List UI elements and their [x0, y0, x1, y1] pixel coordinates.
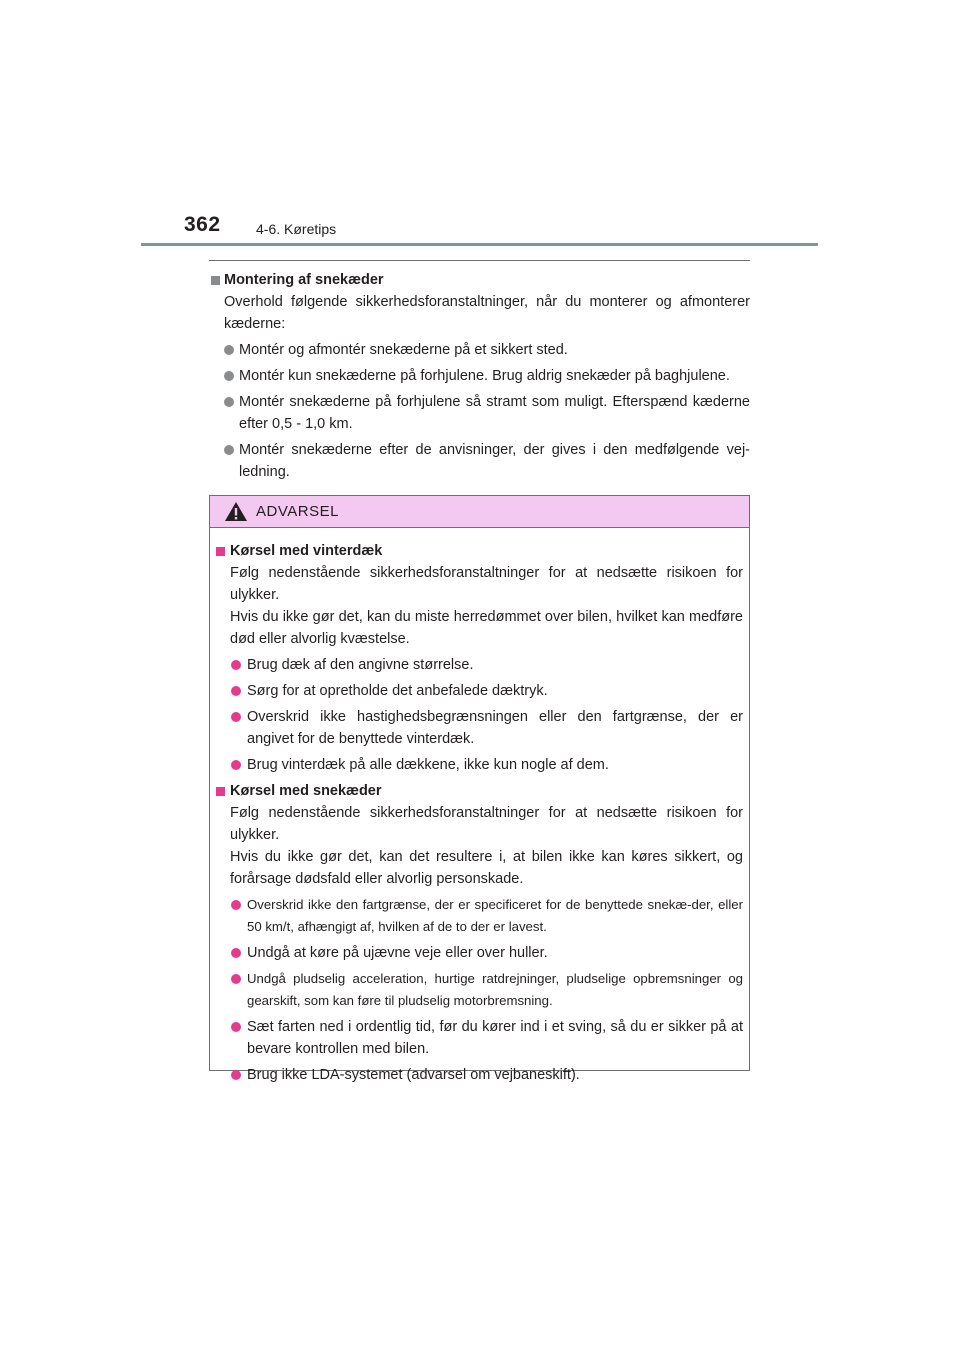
bullet-icon [224, 371, 234, 381]
list-item [215, 968, 743, 1012]
bullet-icon [231, 1022, 241, 1032]
list-item-text: Brug dæk af den angivne størrelse. [247, 657, 474, 673]
bullet-icon [231, 900, 241, 910]
warning-title: ADVARSEL [256, 503, 339, 520]
list-item-text: Montér snekæderne efter de anvisninger, der gives i den medfølgende vej-ledning. [239, 442, 750, 480]
warning-header [210, 496, 749, 528]
bullet-icon [231, 760, 241, 770]
bullet-icon [224, 345, 234, 355]
list-item-text: Undgå pludselig acceleration, hurtige ratdrejninger, pludselige opbremsninger og gearskift, som kan føre til pludselig motorbremsning. [247, 971, 743, 1008]
list-item-text: Undgå at køre på ujævne veje eller over huller. [247, 945, 548, 961]
list-item-text: Brug ikke LDA-systemet (advarsel om vejbaneskift). [247, 1067, 580, 1083]
warning-section-heading-text: Kørsel med vinterdæk [230, 543, 383, 559]
main-content [209, 269, 750, 487]
list-item [209, 439, 750, 483]
page-number: 362 [184, 213, 221, 236]
section-rule [209, 260, 750, 261]
section-heading-text: Montering af snekæder [224, 272, 384, 288]
list-item [215, 680, 743, 702]
warning-section-consequence: Hvis du ikke gør det, kan du miste herredømmet over bilen, hvilket kan medføre død eller alvorlig kvæstelse. [230, 609, 743, 647]
bullet-icon [231, 686, 241, 696]
bullet-icon [231, 1070, 241, 1080]
list-item [215, 754, 743, 776]
bullet-icon [231, 948, 241, 958]
bullet-icon [231, 660, 241, 670]
list-item-text: Montér og afmontér snekæderne på et sikkert sted. [239, 342, 568, 358]
bullet-icon [231, 712, 241, 722]
square-bullet-icon [216, 547, 225, 556]
list-item-text: Montér kun snekæderne på forhjulene. Brug aldrig snekæder på baghjulene. [239, 368, 730, 384]
list-item-text: Montér snekæderne på forhjulene så stramt som muligt. Efterspænd kæderne efter 0,5 - 1,0 km. [239, 394, 750, 432]
list-item [215, 1064, 743, 1086]
bullet-icon [231, 974, 241, 984]
section-intro: Overhold følgende sikkerhedsforanstaltninger, når du monterer og afmonterer kæderne: [224, 294, 750, 332]
list-item [215, 894, 743, 938]
warning-triangle-icon [224, 501, 248, 522]
square-bullet-icon [216, 787, 225, 796]
warning-section-heading-text: Kørsel med snekæder [230, 783, 382, 799]
warning-box [209, 495, 750, 1083]
list-item [209, 391, 750, 435]
warning-section-intro: Følg nedenstående sikkerhedsforanstaltninger for at nedsætte risikoen for ulykker. [230, 565, 743, 603]
chapter-title: 4-6. Køretips [256, 221, 337, 237]
list-item [215, 654, 743, 676]
header-rule [141, 243, 818, 246]
list-item-text: Overskrid ikke hastighedsbegrænsningen eller den fartgrænse, der er angivet for de benyttede vinterdæk. [247, 709, 743, 747]
list-item [209, 365, 750, 387]
list-item [209, 339, 750, 361]
warning-section-consequence: Hvis du ikke gør det, kan det resultere i, at bilen ikke kan køres sikkert, og forårsage dødsfald eller alvorlig personskade. [230, 849, 743, 887]
section-heading [209, 269, 750, 291]
warning-body [210, 528, 749, 1086]
warning-section-intro: Følg nedenstående sikkerhedsforanstaltninger for at nedsætte risikoen for ulykker. [230, 805, 743, 843]
bullet-icon [224, 445, 234, 455]
list-item-text: Brug vinterdæk på alle dækkene, ikke kun nogle af dem. [247, 757, 609, 773]
list-item-text: Sæt farten ned i ordentlig tid, før du kører ind i et sving, så du er sikker på at bevare kontrollen med bilen. [247, 1019, 743, 1057]
bullet-icon [224, 397, 234, 407]
list-item [215, 706, 743, 750]
warning-section-heading [215, 780, 743, 802]
list-item-text: Overskrid ikke den fartgrænse, der er specificeret for de benyttede snekæ-der, eller 50 km/t, afhængigt af, hvilken af de to der er lavest. [247, 897, 743, 934]
square-bullet-icon [211, 276, 220, 285]
warning-section-heading [215, 540, 743, 562]
list-item-text: Sørg for at opretholde det anbefalede dæktryk. [247, 683, 548, 699]
list-item [215, 942, 743, 964]
list-item [215, 1016, 743, 1060]
